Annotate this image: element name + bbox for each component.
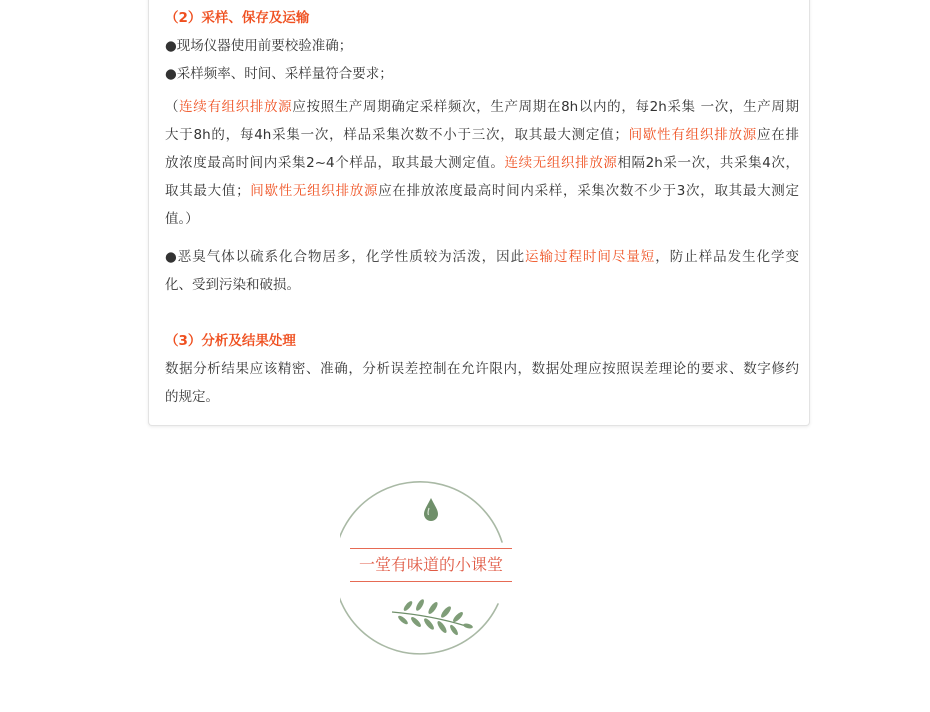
leaf-branch-icon: [392, 598, 473, 636]
classroom-badge: [340, 474, 520, 660]
highlight-transport-time: 运输过程时间尽量短: [525, 249, 656, 265]
section-3-heading: （3）分析及结果处理: [165, 333, 296, 349]
section-3-line-2: 的规定。: [165, 389, 219, 405]
article-card: [148, 0, 810, 426]
highlight-continuous-organized: 连续有组织排放源: [179, 99, 293, 115]
section-2-heading: （2）采样、保存及运输: [165, 10, 310, 26]
section-3-line-1: 数据分析结果应该精密、准确，分析误差控制在允许限内，数据处理应按照误差理论的要求、数字修约: [165, 361, 799, 377]
badge-title: 一堂有味道的小课堂: [350, 548, 512, 582]
highlight-continuous-unorganized: 连续无组织排放源: [504, 155, 618, 171]
paragraph-line-5: 值。）: [165, 211, 199, 227]
bullet-sampling-frequency: ●采样频率、时间、采样量符合要求；: [165, 66, 393, 82]
bullet-calibration: ●现场仪器使用前要校验准确；: [165, 38, 353, 54]
bullet-odor-gas-line-2: 化、受到污染和破损。: [165, 277, 300, 293]
highlight-intermittent-unorganized: 间歇性无组织排放源: [249, 183, 379, 199]
highlight-intermittent-organized: 间歇性有组织排放源: [627, 127, 757, 143]
paragraph-line-3: 放浓度最高时间内采集2~4个样品，取其最大测定值。连续无组织排放源相隔2h采一次，共采集4次，: [165, 155, 800, 171]
water-drop-icon: [424, 498, 438, 521]
paragraph-line-4: 取其最大值；间歇性无组织排放源应在排放浓度最高时间内采样，采集次数不少于3次，取其最大测定: [165, 183, 800, 199]
paragraph-line-1: （连续有组织排放源应按照生产周期确定采样频次，生产周期在8h以内的，每2h采集 一次，生产周期: [165, 99, 800, 115]
bullet-odor-gas-line-1: ●恶臭气体以硫系化合物居多，化学性质较为活泼，因此运输过程时间尽量短，防止样品发生化学变: [165, 249, 800, 265]
paragraph-line-2: 大于8h的，每4h采集一次，样品采集次数不小于三次，取其最大测定值；间歇性有组织排放源应在排: [165, 127, 800, 143]
